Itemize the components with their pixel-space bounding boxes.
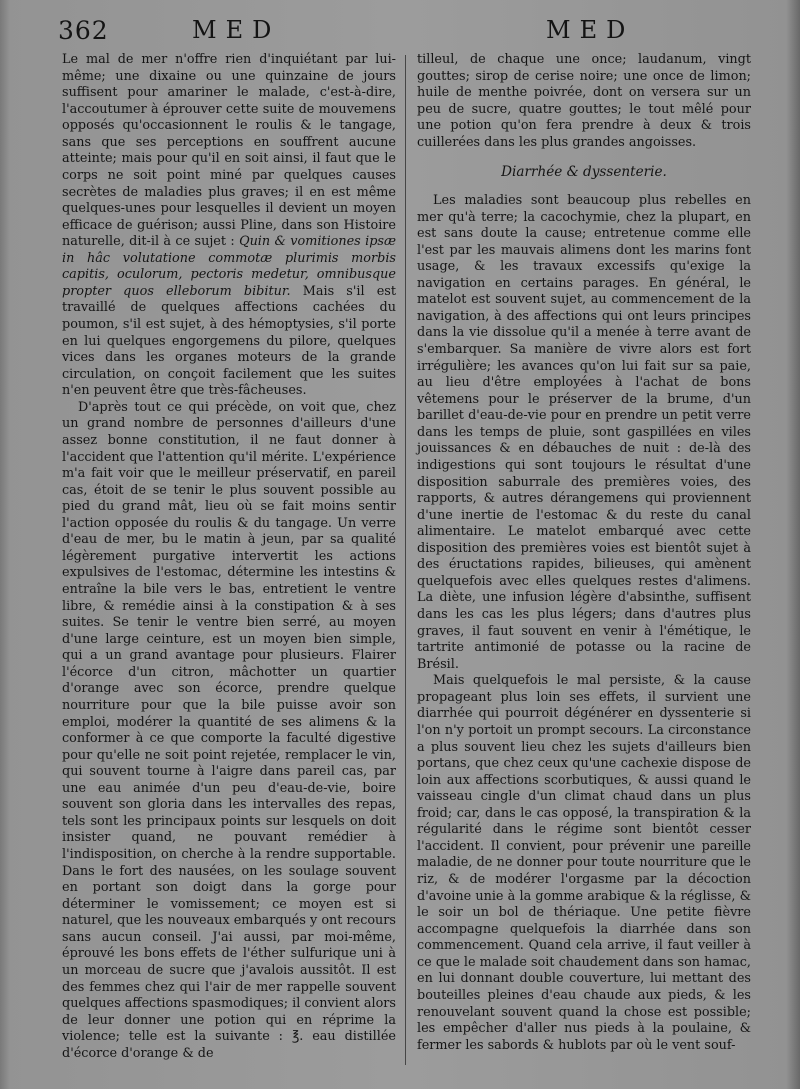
section-heading: Diarrhée & dyssenterie. xyxy=(501,164,667,181)
running-head-left: MED xyxy=(192,16,281,44)
page-number: 362 xyxy=(58,16,109,45)
paragraph: D'après tout ce qui précède, on voit que, chez un grand nombre de personnes d'ailleurs d'une assez bonne constitution, il ne faut donner à l'accident que l'attention qu'il mérite. L'expérience m'a fait voir que le meilleur préservatif, en pareil cas, étoit de se tenir le plus souvent possible au pied du grand mât, lieu où se fait moins sentir l'action opposée du roulis & du tangage. Un verre d'eau de mer, bu le matin à jeun, par sa qualité légèrement purgative intervertit les actions expulsives de l'estomac, détermine les intestins & entraîne la bile vers le bas, entretient le ventre libre, & remédie ainsi à la constipation & à ses suites. Se tenir le ventre bien serré, au moyen d'une large ceinture, est un moyen bien simple, qui a un grand avantage pour plusieurs. Flairer l'écorce d'un citron, mâchotter un quartier d'orange avec son écorce, prendre quelque nourriture pour que la bile puisse avoir son emploi, modérer la quantité de ses alimens & la conformer à ce que comporte la faculté digestive pour qu'elle ne soit point rejetée, remplacer le vin, qui souvent tourne à l'aigre dans pareil cas, par une eau animée d'un peu d'eau-de-vie, boire souvent son gloria dans les intervalles des repas, tels sont les principaux points sur lesquels on doit insister quand, ne pouvant remédier à l'indisposition, on cherche à la rendre supportable. Dans le fort des nausées, on les soulage souvent en portant son doigt dans la gorge pour déterminer le vomissement; ce moyen est si naturel, que les nouveaux embarqués y ont recours sans aucun conseil. J'ai aussi, par moi-même, éprouvé les bons effets de l'éther sulfurique uni à un morceau de sucre que j'avalois aussitôt. Il est des femmes chez qui l'air de mer rappelle souvent quelques affections spasmodiques; il convient alors de leur donner une potion qui en réprime la violence; telle est la suivante : ℥. eau distillée d'écorce d'orange & de xyxy=(62,399,396,1061)
paragraph-text: Mais s'il est travaillé de quelques affections cachées du poumon, s'il est sujet, à des hémoptysies, s'il porte en lui quelques engorgemens du pilore, quelques vices dans les organes moteurs de la grande circulation, on conçoit facilement que les suites n'en peuvent être que très-fâcheuses. xyxy=(62,283,396,399)
running-head-right: MED xyxy=(546,16,635,44)
paragraph: tilleul, de chaque une once; laudanum, vingt gouttes; sirop de cerise noire; une once de limon; huile de menthe poivrée, dont on versera sur un peu de sucre, quatre gouttes; le tout mêlé pour une potion qu'on fera prendre à deux & trois cuillerées dans les plus grandes angoisses. xyxy=(417,52,751,150)
page-header xyxy=(0,14,800,50)
paragraph xyxy=(62,52,396,400)
left-text-column xyxy=(62,52,396,1062)
paragraph: Mais quelquefois le mal persiste, & la cause propageant plus loin ses effets, il survient une diarrhée qui pourroit dégénérer en dyssenterie si l'on n'y portoit un prompt secours. La circonstance a plus souvent lieu chez les sujets d'ailleurs bien portans, que chez ceux qu'une cachexie dispose de loin aux affections scorbutiques, & aussi quand le vaisseau cingle d'un climat chaud dans un plus froid; car, dans le cas opposé, la transpiration & la régularité dans le régime sont bientôt cesser l'accident. Il convient, pour prévenir une pareille maladie, de ne donner pour toute nourriture que le riz, & de modérer l'orgasme par la décoction d'avoine unie à la gomme arabique & la réglisse, & le soir un bol de thériaque. Une petite fièvre accompagne quelquefois la diarrhée dans son commencement. Quand cela arrive, il faut veiller à ce que le malade soit chaudement dans son hamac, en lui donnant double couverture, lui mettant des bouteilles pleines d'eau chaude aux pieds, & les renouvelant souvent quand la chose est possible; les empêcher d'aller nus pieds à la poulaine, & fermer les sabords & hublots par où le vent souf- xyxy=(417,673,751,1053)
paragraph-text: Le mal de mer n'offre rien d'inquiétant par lui-même; une dixaine ou une quinzaine de jours suffisent pour amariner le malade, c'est-à-dire, l'accoutumer à éprouver cette suite de mouvemens opposés qu'occasionnent le roulis & le tangage, sans que ses perceptions en souffrent aucune atteinte; mais pour qu'il en soit ainsi, il faut que le corps ne soit point miné par quelques causes secrètes de maladies plus graves; il en est même quelques-unes pour lesquelles il devient un moyen efficace de guérison; aussi Pline, dans son Histoire naturelle, dit-il à ce sujet : xyxy=(62,52,396,250)
paragraph: Les maladies sont beaucoup plus rebelles en mer qu'à terre; la cacochymie, chez la plupart, en est sans doute la cause; entretenue comme elle l'est par les mauvais alimens dont les marins font usage, & les travaux excessifs qu'exige la navigation en certains parages. En général, le matelot est souvent sujet, au commencement de la navigation, à des affections qui ont leurs principes dans la vie dissolue qu'il a menée à terre avant de s'embarquer. Sa manière de vivre alors est fort irrégulière; les avances qu'on lui fait sur sa paie, au lieu d'être employées à l'achat de bons vêtemens pour le préserver de la brume, d'un barillet d'eau-de-vie pour en prendre un petit verre dans les temps de pluie, sont gaspillées en viles jouissances & en débauches de nuit : de-là des indigestions qui sont toujours le résultat d'une disposition saburrale des premières voies, des rapports, & autres dérangemens qui proviennent d'une inertie de l'estomac & du reste du canal alimentaire. Le matelot embarqué avec cette disposition des premières voies est bientôt sujet à des éructations rapides, bilieuses, qui amènent quelquefois avec elles quelques restes d'alimens. La diète, une infusion légère d'absinthe, suffisent dans les cas les plus légers; dans d'autres plus graves, il faut souvent en venir à l'émétique, le tartrite antimonié de potasse ou la racine de Brésil. xyxy=(417,192,751,672)
latin-quotation: Quin & vomitiones ipsæ in hâc volutatione commotæ plurimis morbis capitis, oculorum, pectoris medetur, omnibusque propter quos elleborum bibitur. xyxy=(62,234,396,299)
page-gutter-shadow xyxy=(0,0,10,1089)
column-divider xyxy=(405,55,406,1065)
page-edge-shadow xyxy=(786,0,800,1089)
right-text-column xyxy=(417,52,751,1054)
